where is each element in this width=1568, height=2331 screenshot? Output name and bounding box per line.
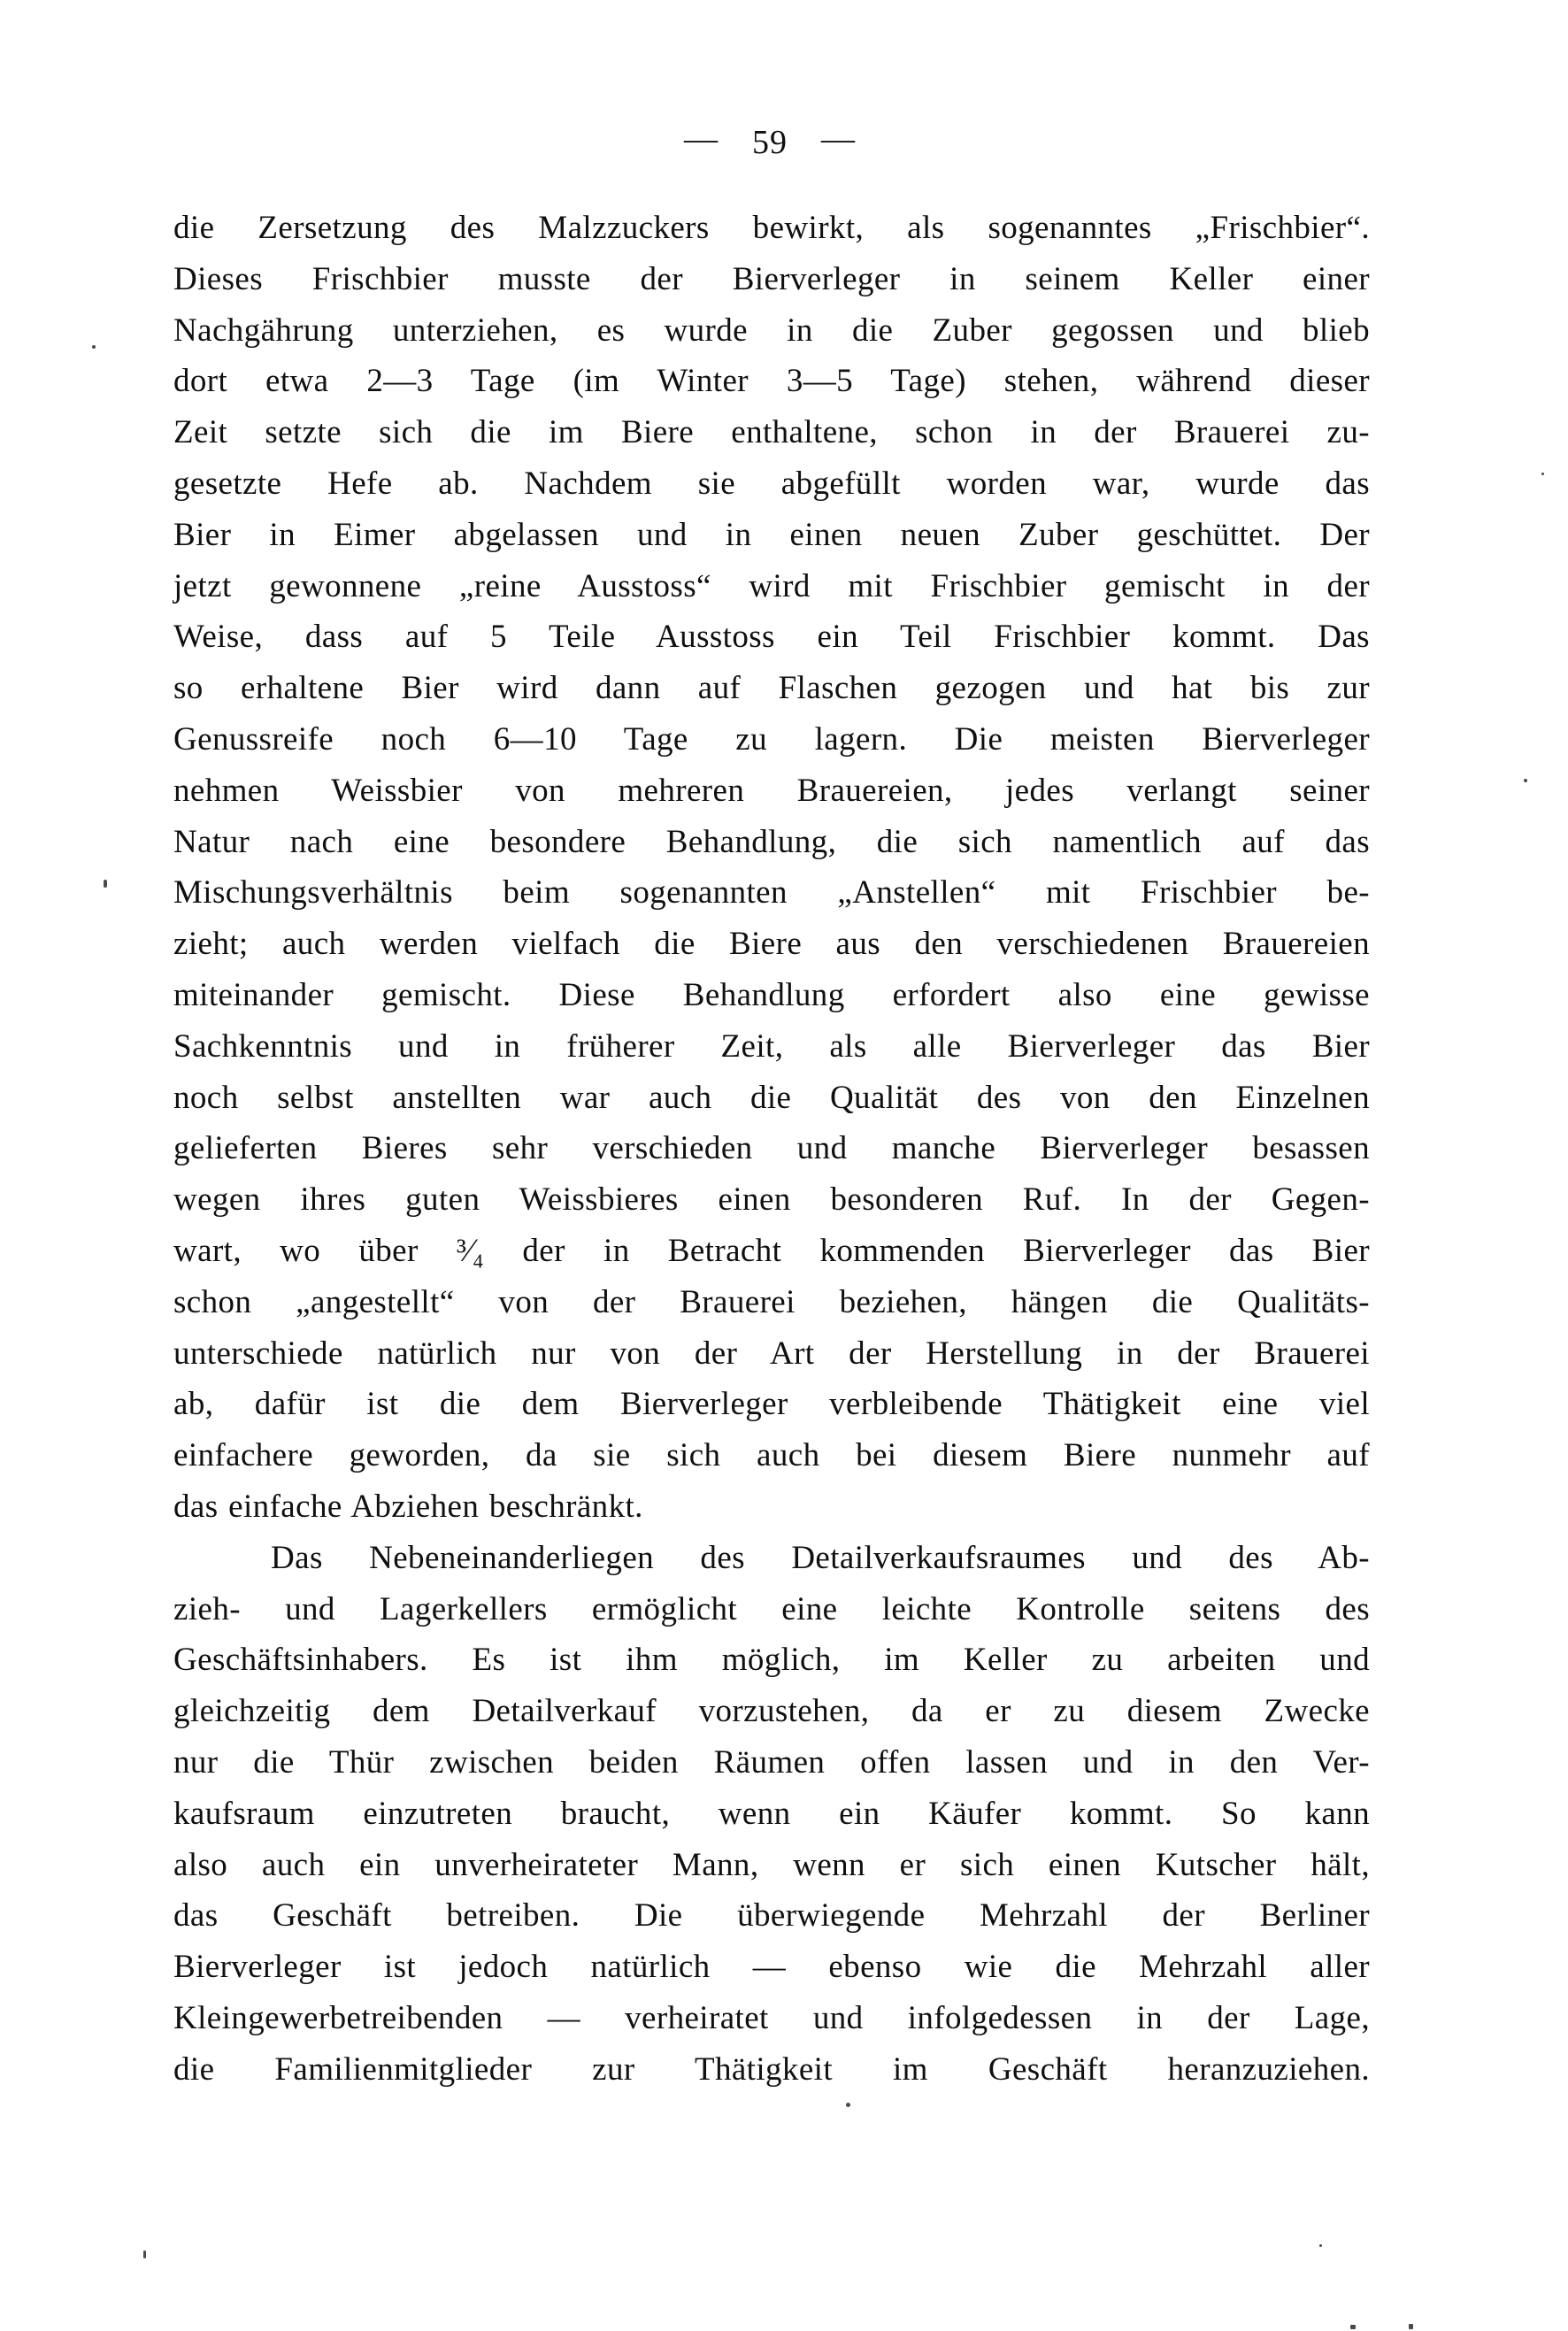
text-line: zieht; auch werden vielfach die Biere aus den verschiedenen Brauereien (173, 926, 1370, 963)
text-line: schon „angestellt“ von der Brauerei beziehen, hängen die Qualitäts- (173, 1283, 1370, 1320)
ink-speck (143, 2250, 146, 2258)
text-line: Bierverleger ist jedoch natürlich — ebenso wie die Mehrzahl aller (173, 1949, 1370, 1986)
text-line: die Zersetzung des Malzzuckers bewirkt, als sogenanntes „Frischbier“. (173, 210, 1370, 246)
text-line: zieh- und Lagerkellers ermöglicht eine leichte Kontrolle seitens des (173, 1590, 1370, 1627)
text-line: unterschiede natürlich nur von der Art der Herstellung in der Brauerei (173, 1335, 1370, 1372)
text-line: Das Nebeneinanderliegen des Detailverkaufsraumes und des Ab- (271, 1539, 1370, 1576)
text-line: so erhaltene Bier wird dann auf Flaschen gezogen und hat bis zur (173, 670, 1370, 707)
text-line: das Geschäft betreiben. Die überwiegende Mehrzahl der Berliner (173, 1897, 1370, 1935)
ink-speck (92, 345, 96, 349)
page-number: 59 (752, 124, 788, 161)
text-line: kaufsraum einzutreten braucht, wenn ein Käufer kommt. So kann (173, 1795, 1370, 1832)
text-line: Geschäftsinhabers. Es ist ihm möglich, im Keller zu arbeiten und (173, 1642, 1370, 1679)
text-line: gesetzte Hefe ab. Nachdem sie abgefüllt worden war, wurde das (173, 465, 1370, 502)
text-line: noch selbst anstellten war auch die Qualität des von den Einzelnen (173, 1079, 1370, 1116)
text-line: miteinander gemischt. Diese Behandlung erfordert also eine gewisse (173, 976, 1370, 1013)
text-line: einfachere geworden, da sie sich auch bei diesem Biere nunmehr auf (173, 1437, 1370, 1474)
page-number-dash-right: — (821, 120, 856, 158)
text-line: wegen ihres guten Weissbieres einen besonderen Ruf. In der Gegen- (173, 1181, 1370, 1219)
text-line: jetzt gewonnene „reine Ausstoss“ wird mit Frischbier gemischt in der (173, 567, 1370, 604)
text-line: Bier in Eimer abgelassen und in einen neuen Zuber geschüttet. Der (173, 516, 1370, 553)
text-line: also auch ein unverheirateter Mann, wenn er sich einen Kutscher hält, (173, 1846, 1370, 1883)
ink-speck (1350, 2325, 1356, 2329)
text-line: Natur nach eine besondere Behandlung, die sich namentlich auf das (173, 823, 1370, 860)
text-line: Nachgährung unterziehen, es wurde in die Zuber gegossen und blieb (173, 312, 1370, 349)
ink-speck (1409, 2324, 1413, 2329)
page-number-dash-left: — (684, 120, 719, 158)
ink-speck (1319, 2244, 1322, 2247)
text-line: gleichzeitig dem Detailverkauf vorzustehen, da er zu diesem Zwecke (173, 1693, 1370, 1730)
ink-speck (1541, 473, 1544, 475)
text-line: das einfache Abziehen beschränkt. (173, 1488, 643, 1525)
text-line: Weise, dass auf 5 Teile Ausstoss ein Teil Frischbier kommt. Das (173, 619, 1370, 656)
ink-speck (1524, 779, 1527, 782)
ink-speck (846, 2103, 850, 2107)
text-line: ab, dafür ist die dem Bierverleger verbleibende Thätigkeit eine viel (173, 1386, 1370, 1423)
page-header (0, 122, 1540, 163)
text-line: nehmen Weissbier von mehreren Brauereien, jedes verlangt seiner (173, 772, 1370, 809)
text-line: Zeit setzte sich die im Biere enthaltene, schon in der Brauerei zu- (173, 414, 1370, 451)
text-line: dort etwa 2—3 Tage (im Winter 3—5 Tage) stehen, während dieser (173, 363, 1370, 400)
text-line: gelieferten Bieres sehr verschieden und manche Bierverleger besassen (173, 1130, 1370, 1167)
body-text (173, 203, 1370, 2095)
text-line: nur die Thür zwischen beiden Räumen offen lassen und in den Ver- (173, 1743, 1370, 1781)
text-line: Mischungsverhältnis beim sogenannten „Anstellen“ mit Frischbier be- (173, 874, 1370, 912)
text-line: Genussreife noch 6—10 Tage zu lagern. Die meisten Bierverleger (173, 720, 1370, 758)
text-line: die Familienmitglieder zur Thätigkeit im Geschäft heranzuziehen. (173, 2050, 1370, 2088)
text-line: Kleingewerbetreibenden — verheiratet und infolgedessen in der Lage, (173, 1999, 1370, 2036)
text-line: Dieses Frischbier musste der Bierverleger in seinem Keller einer (173, 260, 1370, 297)
ink-speck (104, 880, 107, 888)
text-line: Sachkenntnis und in früherer Zeit, als alle Bierverleger das Bier (173, 1027, 1370, 1065)
text-line: wart, wo über ³⁄₄ der in Betracht kommenden Bierverleger das Bier (173, 1232, 1370, 1269)
